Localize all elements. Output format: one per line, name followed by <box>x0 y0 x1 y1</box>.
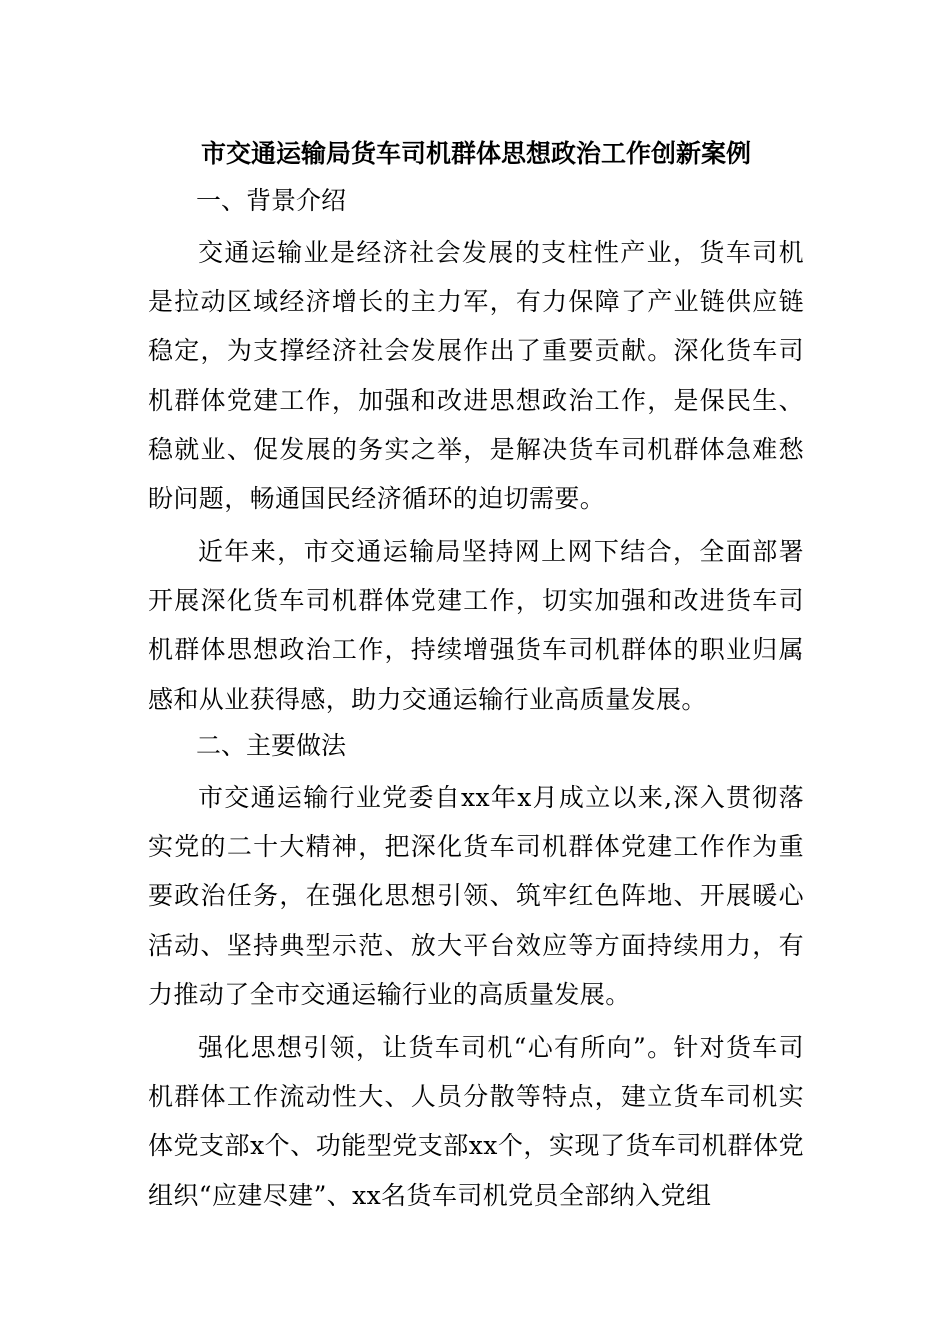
section-heading-background: 一、背景介绍 <box>196 186 347 215</box>
section-heading-main-practices: 二、主要做法 <box>196 731 347 760</box>
document-title: 市交通运输局货车司机群体思想政治工作创新案例 <box>200 139 751 168</box>
paragraph-practices-1: 市交通运输行业党委自xx年x月成立以来,深入贯彻落实党的二十大精神，把深化货车司机群体党建工作作为重要政治任务，在强化思想引领、筑牢红色阵地、开展暖心活动、坚持典型示范、放大平台效应等方面持续用力，有力推动了全市交通运输行业的高质量发展。 <box>148 783 804 1009</box>
paragraph-background-2: 近年来，市交通运输局坚持网上网下结合，全面部署开展深化货车司机群体党建工作，切实加强和改进货车司机群体思想政治工作，持续增强货车司机群体的职业归属感和从业获得感，助力交通运输行业高质量发展。 <box>148 537 804 714</box>
paragraph-background-1: 交通运输业是经济社会发展的支柱性产业，货车司机是拉动区域经济增长的主力军，有力保障了产业链供应链稳定，为支撑经济社会发展作出了重要贡献。深化货车司机群体党建工作，加强和改进思想政治工作，是保民生、稳就业、促发展的务实之举，是解决货车司机群体急难愁盼问题，畅通国民经济循环的迫切需要。 <box>148 238 804 514</box>
paragraph-practices-2: 强化思想引领，让货车司机“心有所向”。针对货车司机群体工作流动性大、人员分散等特点，建立货车司机实体党支部x个、功能型党支部xx个，实现了货车司机群体党组织“应建尽建”、xx名货车司机党员全部纳入党组 <box>148 1033 804 1210</box>
